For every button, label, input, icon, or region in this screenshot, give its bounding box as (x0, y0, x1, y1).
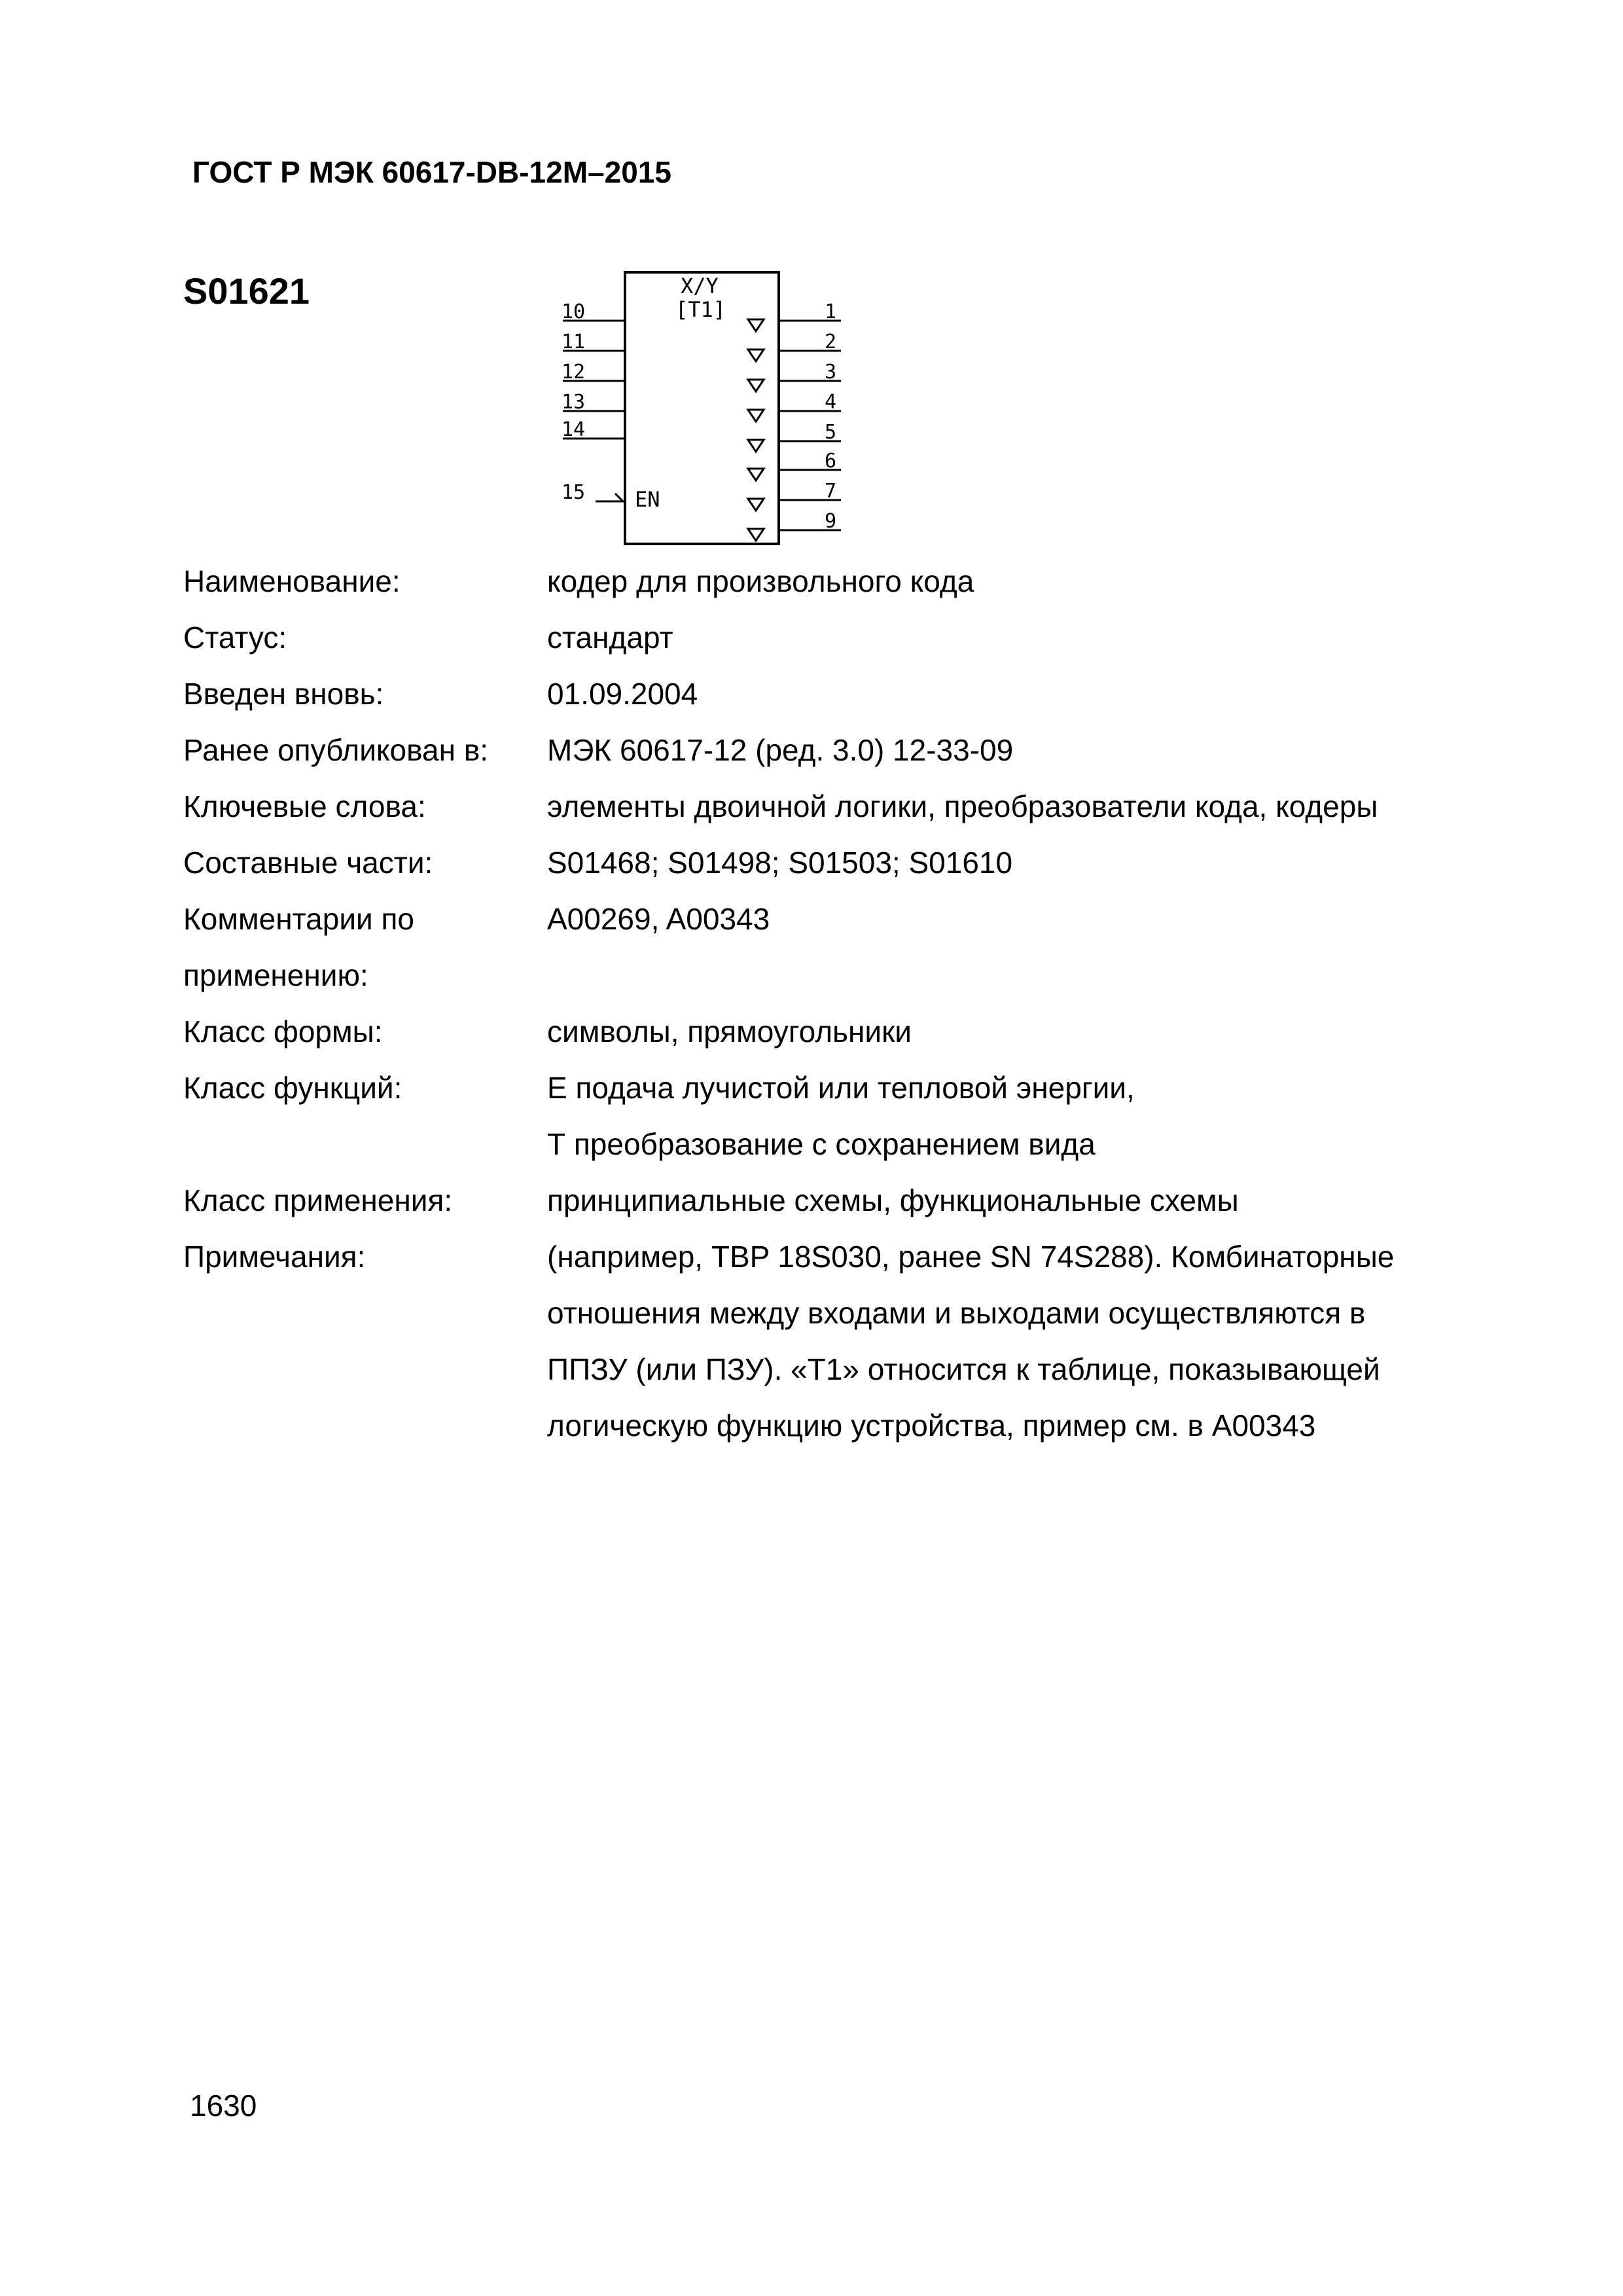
attribute-values (547, 947, 1492, 1003)
attribute-label: Статус: (183, 620, 287, 655)
attribute-label: Ранее опубликован в: (183, 733, 489, 767)
attribute-row (183, 1060, 1492, 1172)
attribute-row (183, 1229, 1492, 1454)
attribute-value (547, 947, 1492, 1003)
attribute-label: Наименование: (183, 564, 401, 598)
enable-pin-label: 15 (562, 481, 586, 504)
attribute-values (547, 1060, 1492, 1172)
symbol-code: S01621 (183, 270, 310, 312)
attribute-label: Ключевые слова: (183, 789, 426, 823)
attribute-row (183, 778, 1492, 834)
output-pin-label: 9 (825, 510, 837, 533)
attribute-value: логическую функцию устройства, пример см. в A00343 (547, 1408, 1316, 1443)
attribute-value: отношения между входами и выходами осуществляются в (547, 1296, 1366, 1330)
output-pin-label: 2 (825, 331, 837, 353)
attribute-values (547, 553, 1492, 609)
input-pin-label: 12 (562, 361, 586, 384)
attribute-value: элементы двоичной логики, преобразователи кода, кодеры (547, 789, 1378, 823)
attribute-label: Комментарии по (183, 902, 414, 936)
attribute-values (547, 1229, 1492, 1454)
attribute-row (183, 1172, 1492, 1229)
output-pin-label: 7 (825, 480, 837, 503)
attribute-row (183, 722, 1492, 778)
attribute-values (547, 1172, 1492, 1229)
input-pin-label: 14 (562, 418, 586, 441)
attribute-label: Примечания: (183, 1240, 366, 1274)
attribute-value: символы, прямоугольники (547, 1014, 912, 1049)
output-pin-label: 6 (825, 450, 837, 473)
attribute-value: (например, TBP 18S030, ранее SN 74S288). Комбинаторные (547, 1240, 1395, 1274)
attribute-row (183, 609, 1492, 666)
table-label: [T1] (675, 297, 726, 322)
standard-header: ГОСТ Р МЭК 60617-DB-12M–2015 (192, 155, 671, 189)
output-pin-label: 5 (825, 421, 837, 444)
attribute-values (547, 609, 1492, 666)
attribute-label: Введен вновь: (183, 677, 384, 711)
attribute-values (547, 891, 1492, 947)
page-number: 1630 (190, 2089, 257, 2123)
input-pin-label: 13 (562, 391, 586, 414)
output-pin-label: 1 (825, 300, 837, 323)
attribute-row (183, 553, 1492, 609)
attribute-value: Е подача лучистой или тепловой энергии, (547, 1071, 1135, 1105)
output-pin-label: 4 (825, 391, 837, 414)
attribute-value: ППЗУ (или ПЗУ). «T1» относится к таблице, показывающей (547, 1352, 1380, 1386)
attribute-row (183, 1003, 1492, 1060)
attribute-value: Т преобразование с сохранением вида (547, 1127, 1096, 1161)
attribute-row (183, 947, 1492, 1003)
attribute-values (547, 666, 1492, 722)
attribute-value: кодер для произвольного кода (547, 564, 974, 598)
attribute-label: Класс формы: (183, 1014, 383, 1049)
attribute-value: S01468; S01498; S01503; S01610 (547, 846, 1013, 880)
attribute-values (547, 778, 1492, 834)
enable-label: EN (635, 487, 660, 512)
attribute-label: Класс применения: (183, 1183, 453, 1217)
input-pin-label: 11 (562, 331, 586, 353)
attribute-label: Класс функций: (183, 1071, 402, 1105)
attribute-row (183, 834, 1492, 891)
attribute-value: 01.09.2004 (547, 677, 698, 711)
function-label: X/Y (681, 274, 719, 298)
attribute-row (183, 891, 1492, 947)
attribute-value: принципиальные схемы, функциональные схемы (547, 1183, 1239, 1217)
attribute-row (183, 666, 1492, 722)
coder-symbol-figure (550, 267, 857, 548)
attribute-values (547, 834, 1492, 891)
attribute-value: стандарт (547, 620, 673, 655)
attribute-value: A00269, A00343 (547, 902, 770, 936)
input-pin-label: 10 (562, 300, 586, 323)
output-pin-label: 3 (825, 361, 837, 384)
output-markers (748, 319, 764, 541)
attribute-values (547, 722, 1492, 778)
attribute-value: МЭК 60617-12 (ред. 3.0) 12-33-09 (547, 733, 1014, 767)
attribute-values (547, 1003, 1492, 1060)
attribute-label: Составные части: (183, 846, 433, 880)
attribute-label: применению: (183, 958, 368, 992)
attribute-table (183, 553, 1492, 1454)
